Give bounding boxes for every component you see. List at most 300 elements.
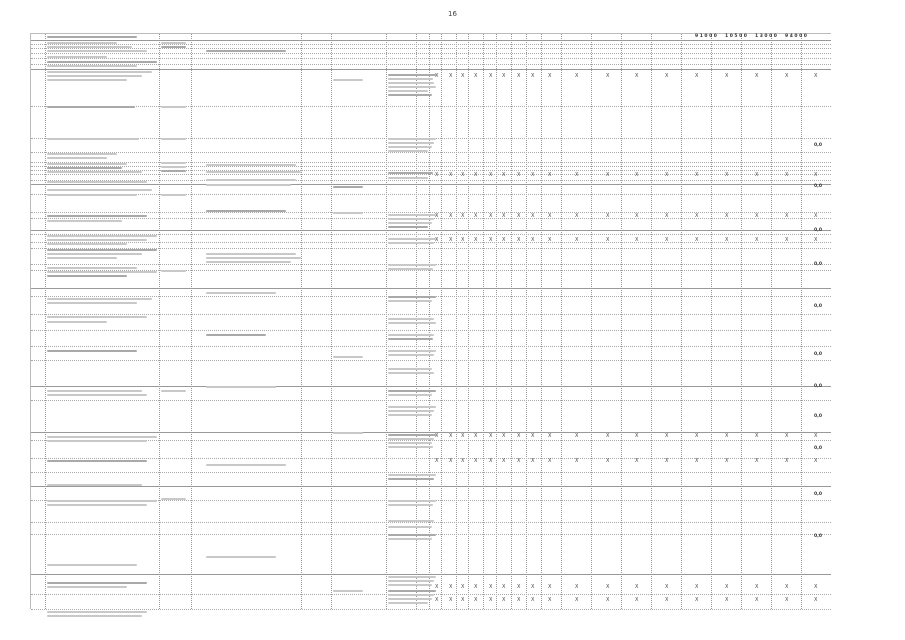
placeholder-mark: Х bbox=[502, 584, 506, 590]
illegible-scan-text bbox=[388, 538, 432, 540]
placeholder-mark: Х bbox=[814, 597, 818, 603]
placeholder-mark: Х bbox=[489, 237, 493, 243]
illegible-scan-text bbox=[161, 170, 186, 172]
table-row-divider bbox=[31, 64, 831, 65]
illegible-scan-text bbox=[206, 257, 301, 259]
placeholder-mark: Х bbox=[695, 73, 699, 79]
placeholder-mark: Х bbox=[575, 584, 579, 590]
placeholder-mark: Х bbox=[461, 213, 465, 219]
placeholder-mark: Х bbox=[635, 73, 639, 79]
zero-value: 0,0 bbox=[814, 184, 822, 189]
placeholder-mark: Х bbox=[695, 597, 699, 603]
illegible-scan-text bbox=[47, 257, 117, 259]
placeholder-mark: Х bbox=[606, 433, 610, 439]
placeholder-mark: Х bbox=[531, 433, 535, 439]
placeholder-mark: Х bbox=[695, 584, 699, 590]
table-row-divider bbox=[31, 386, 831, 387]
table-row-divider bbox=[31, 486, 831, 487]
placeholder-mark: Х bbox=[449, 237, 453, 243]
placeholder-mark: Х bbox=[785, 433, 789, 439]
placeholder-mark: Х bbox=[435, 433, 439, 439]
placeholder-mark: Х bbox=[635, 172, 639, 178]
illegible-scan-text bbox=[206, 261, 291, 263]
illegible-scan-text bbox=[47, 153, 117, 155]
illegible-scan-text bbox=[47, 275, 127, 277]
placeholder-mark: Х bbox=[725, 458, 729, 464]
placeholder-mark: Х bbox=[461, 73, 465, 79]
zero-value: 0,0 bbox=[814, 352, 822, 357]
placeholder-mark: Х bbox=[665, 458, 669, 464]
placeholder-mark: Х bbox=[575, 458, 579, 464]
illegible-scan-text bbox=[388, 218, 434, 220]
illegible-scan-text bbox=[161, 498, 186, 500]
placeholder-mark: Х bbox=[814, 237, 818, 243]
illegible-scan-text bbox=[47, 171, 142, 173]
illegible-scan-text bbox=[333, 186, 363, 188]
placeholder-mark: Х bbox=[435, 237, 439, 243]
placeholder-mark: Х bbox=[548, 213, 552, 219]
illegible-scan-text bbox=[388, 300, 432, 302]
illegible-scan-text bbox=[47, 316, 147, 318]
placeholder-mark: Х bbox=[474, 584, 478, 590]
illegible-scan-text bbox=[388, 222, 432, 224]
placeholder-mark: Х bbox=[517, 597, 521, 603]
illegible-scan-text bbox=[388, 598, 432, 600]
placeholder-mark: Х bbox=[502, 597, 506, 603]
placeholder-mark: Х bbox=[489, 172, 493, 178]
illegible-scan-text bbox=[47, 61, 157, 63]
illegible-scan-text bbox=[388, 214, 436, 216]
table-row-divider bbox=[31, 48, 831, 49]
illegible-scan-text bbox=[388, 142, 434, 144]
placeholder-mark: Х bbox=[575, 172, 579, 178]
illegible-scan-text bbox=[388, 146, 432, 148]
illegible-scan-text bbox=[206, 210, 286, 212]
placeholder-mark: Х bbox=[814, 73, 818, 79]
placeholder-mark: Х bbox=[575, 597, 579, 603]
table-row-divider bbox=[31, 166, 831, 167]
illegible-scan-text bbox=[388, 576, 436, 578]
illegible-scan-text bbox=[388, 238, 436, 240]
table-row-divider bbox=[31, 58, 831, 59]
header-total-value: 1 3 0 0 0 bbox=[755, 34, 777, 39]
illegible-scan-text bbox=[388, 226, 428, 228]
placeholder-mark: Х bbox=[725, 213, 729, 219]
placeholder-mark: Х bbox=[548, 73, 552, 79]
illegible-scan-text bbox=[388, 86, 436, 88]
illegible-scan-text bbox=[388, 264, 436, 266]
placeholder-mark: Х bbox=[449, 73, 453, 79]
illegible-scan-text bbox=[388, 350, 436, 352]
placeholder-mark: Х bbox=[755, 73, 759, 79]
placeholder-mark: Х bbox=[725, 237, 729, 243]
illegible-scan-text bbox=[388, 602, 428, 604]
placeholder-mark: Х bbox=[606, 73, 610, 79]
illegible-scan-text bbox=[333, 79, 363, 81]
illegible-scan-text bbox=[47, 157, 107, 159]
illegible-scan-text bbox=[47, 500, 157, 502]
header-total-value: 1 0 5 0 0 bbox=[725, 34, 747, 39]
placeholder-mark: Х bbox=[785, 584, 789, 590]
placeholder-mark: Х bbox=[814, 213, 818, 219]
illegible-scan-text bbox=[47, 436, 157, 438]
zero-value: 0,0 bbox=[814, 446, 822, 451]
table-row-divider bbox=[31, 458, 831, 459]
placeholder-mark: Х bbox=[517, 73, 521, 79]
illegible-scan-text bbox=[161, 270, 186, 272]
placeholder-mark: Х bbox=[575, 73, 579, 79]
placeholder-mark: Х bbox=[814, 172, 818, 178]
illegible-scan-text bbox=[47, 71, 152, 73]
illegible-scan-text bbox=[47, 189, 152, 191]
table-row-divider bbox=[31, 472, 831, 473]
illegible-scan-text bbox=[47, 350, 137, 352]
placeholder-mark: Х bbox=[665, 433, 669, 439]
illegible-scan-text bbox=[47, 75, 142, 77]
placeholder-mark: Х bbox=[785, 458, 789, 464]
illegible-scan-text bbox=[388, 434, 436, 436]
illegible-scan-text bbox=[161, 390, 186, 392]
placeholder-mark: Х bbox=[725, 73, 729, 79]
illegible-scan-text bbox=[47, 394, 147, 396]
placeholder-mark: Х bbox=[755, 458, 759, 464]
table-row-divider bbox=[31, 330, 831, 331]
placeholder-mark: Х bbox=[489, 584, 493, 590]
placeholder-mark: Х bbox=[665, 237, 669, 243]
placeholder-mark: Х bbox=[665, 73, 669, 79]
illegible-scan-text bbox=[388, 90, 428, 92]
placeholder-mark: Х bbox=[785, 237, 789, 243]
table-row-divider bbox=[31, 609, 831, 610]
placeholder-mark: Х bbox=[785, 73, 789, 79]
illegible-scan-text bbox=[388, 172, 433, 174]
illegible-scan-text bbox=[388, 354, 434, 356]
placeholder-mark: Х bbox=[606, 213, 610, 219]
table-row-divider bbox=[31, 180, 831, 181]
placeholder-mark: Х bbox=[474, 237, 478, 243]
placeholder-mark: Х bbox=[517, 237, 521, 243]
placeholder-mark: Х bbox=[575, 433, 579, 439]
table-row-divider bbox=[31, 44, 831, 45]
table-row-divider bbox=[31, 162, 831, 163]
placeholder-mark: Х bbox=[695, 237, 699, 243]
illegible-scan-text bbox=[47, 460, 147, 462]
illegible-scan-text bbox=[206, 292, 276, 294]
illegible-scan-text bbox=[47, 504, 147, 506]
illegible-scan-text bbox=[206, 386, 276, 388]
illegible-scan-text bbox=[388, 318, 434, 320]
placeholder-mark: Х bbox=[755, 213, 759, 219]
placeholder-mark: Х bbox=[725, 433, 729, 439]
placeholder-mark: Х bbox=[461, 433, 465, 439]
table-row-divider bbox=[31, 360, 831, 361]
illegible-scan-text bbox=[206, 556, 276, 558]
illegible-scan-text bbox=[388, 74, 436, 76]
illegible-scan-text bbox=[388, 584, 432, 586]
placeholder-mark: Х bbox=[449, 597, 453, 603]
table-row-divider bbox=[31, 574, 831, 575]
illegible-scan-text bbox=[206, 253, 296, 255]
illegible-scan-text bbox=[388, 338, 433, 340]
illegible-scan-text bbox=[47, 235, 157, 237]
placeholder-mark: Х bbox=[755, 172, 759, 178]
illegible-scan-text bbox=[47, 253, 142, 255]
zero-value: 0,0 bbox=[814, 143, 822, 148]
illegible-scan-text bbox=[333, 432, 363, 434]
placeholder-mark: Х bbox=[474, 73, 478, 79]
placeholder-mark: Х bbox=[489, 597, 493, 603]
placeholder-mark: Х bbox=[502, 433, 506, 439]
placeholder-mark: Х bbox=[635, 433, 639, 439]
table-row-divider bbox=[31, 184, 831, 185]
placeholder-mark: Х bbox=[461, 172, 465, 178]
illegible-scan-text bbox=[47, 65, 137, 67]
illegible-scan-text bbox=[388, 414, 432, 416]
illegible-scan-text bbox=[388, 442, 432, 444]
placeholder-mark: Х bbox=[474, 433, 478, 439]
placeholder-mark: Х bbox=[461, 237, 465, 243]
illegible-scan-text bbox=[388, 390, 436, 392]
placeholder-mark: Х bbox=[517, 433, 521, 439]
illegible-scan-text bbox=[47, 249, 157, 251]
placeholder-mark: Х bbox=[755, 597, 759, 603]
zero-value: 0,0 bbox=[814, 262, 822, 267]
zero-value: 0,0 bbox=[814, 492, 822, 497]
placeholder-mark: Х bbox=[635, 458, 639, 464]
table-row-divider bbox=[31, 522, 831, 523]
illegible-scan-text bbox=[47, 138, 139, 140]
placeholder-mark: Х bbox=[548, 172, 552, 178]
illegible-scan-text bbox=[161, 46, 186, 48]
placeholder-mark: Х bbox=[449, 172, 453, 178]
placeholder-mark: Х bbox=[531, 584, 535, 590]
placeholder-mark: Х bbox=[548, 458, 552, 464]
illegible-scan-text bbox=[47, 271, 157, 273]
illegible-scan-text bbox=[47, 564, 137, 566]
placeholder-mark: Х bbox=[502, 213, 506, 219]
table-row-divider bbox=[31, 152, 831, 153]
placeholder-mark: Х bbox=[531, 597, 535, 603]
placeholder-mark: Х bbox=[695, 458, 699, 464]
placeholder-mark: Х bbox=[517, 458, 521, 464]
placeholder-mark: Х bbox=[606, 458, 610, 464]
table-row-divider bbox=[31, 346, 831, 347]
placeholder-mark: Х bbox=[461, 458, 465, 464]
illegible-scan-text bbox=[388, 410, 434, 412]
illegible-scan-text bbox=[47, 215, 147, 217]
placeholder-mark: Х bbox=[665, 584, 669, 590]
placeholder-mark: Х bbox=[725, 172, 729, 178]
placeholder-mark: Х bbox=[449, 213, 453, 219]
illegible-scan-text bbox=[206, 179, 296, 181]
table-row-divider bbox=[31, 212, 831, 213]
placeholder-mark: Х bbox=[548, 433, 552, 439]
illegible-scan-text bbox=[47, 181, 147, 183]
illegible-scan-text bbox=[388, 150, 428, 152]
placeholder-mark: Х bbox=[435, 597, 439, 603]
indicator-table bbox=[30, 33, 831, 609]
placeholder-mark: Х bbox=[814, 584, 818, 590]
illegible-scan-text bbox=[388, 242, 434, 244]
placeholder-mark: Х bbox=[489, 213, 493, 219]
placeholder-mark: Х bbox=[755, 433, 759, 439]
placeholder-mark: Х bbox=[814, 433, 818, 439]
placeholder-mark: Х bbox=[531, 213, 535, 219]
illegible-scan-text bbox=[388, 438, 434, 440]
illegible-scan-text bbox=[388, 520, 434, 522]
illegible-scan-text bbox=[161, 162, 186, 164]
illegible-scan-text bbox=[388, 177, 428, 179]
placeholder-mark: Х bbox=[695, 172, 699, 178]
placeholder-mark: Х bbox=[785, 172, 789, 178]
illegible-scan-text bbox=[388, 94, 432, 96]
placeholder-mark: Х bbox=[474, 597, 478, 603]
placeholder-mark: Х bbox=[449, 458, 453, 464]
placeholder-mark: Х bbox=[531, 172, 535, 178]
illegible-scan-text bbox=[161, 166, 186, 168]
table-row-divider bbox=[31, 400, 831, 401]
illegible-scan-text bbox=[206, 184, 291, 186]
placeholder-mark: Х bbox=[665, 172, 669, 178]
placeholder-mark: Х bbox=[548, 597, 552, 603]
illegible-scan-text bbox=[47, 267, 137, 269]
placeholder-mark: Х bbox=[489, 73, 493, 79]
illegible-scan-text bbox=[388, 368, 432, 370]
placeholder-mark: Х bbox=[489, 458, 493, 464]
illegible-scan-text bbox=[388, 82, 434, 84]
placeholder-mark: Х bbox=[635, 237, 639, 243]
illegible-scan-text bbox=[47, 106, 135, 108]
illegible-scan-text bbox=[47, 484, 142, 486]
placeholder-mark: Х bbox=[531, 237, 535, 243]
illegible-scan-text bbox=[388, 474, 436, 476]
illegible-scan-text bbox=[47, 220, 122, 222]
illegible-scan-text bbox=[161, 106, 186, 108]
illegible-scan-text bbox=[47, 239, 147, 241]
illegible-scan-text bbox=[47, 167, 122, 169]
placeholder-mark: Х bbox=[502, 458, 506, 464]
illegible-scan-text bbox=[388, 322, 436, 324]
illegible-scan-text bbox=[47, 36, 137, 38]
table-row-divider bbox=[31, 440, 831, 441]
placeholder-mark: Х bbox=[474, 213, 478, 219]
illegible-scan-text bbox=[388, 534, 436, 536]
header-total-value: 9 4 0 0 0 bbox=[785, 34, 807, 39]
illegible-scan-text bbox=[47, 615, 142, 617]
illegible-scan-text bbox=[47, 42, 117, 44]
illegible-scan-text bbox=[161, 194, 186, 196]
table-row-divider bbox=[31, 40, 831, 41]
placeholder-mark: Х bbox=[489, 433, 493, 439]
page-number: 16 bbox=[448, 10, 457, 18]
zero-value: 0,0 bbox=[814, 414, 822, 419]
illegible-scan-text bbox=[47, 50, 147, 52]
placeholder-mark: Х bbox=[548, 237, 552, 243]
illegible-scan-text bbox=[47, 298, 152, 300]
illegible-scan-text bbox=[388, 78, 433, 80]
placeholder-mark: Х bbox=[474, 172, 478, 178]
placeholder-mark: Х bbox=[517, 213, 521, 219]
illegible-scan-text bbox=[388, 394, 432, 396]
placeholder-mark: Х bbox=[665, 597, 669, 603]
table-row-divider bbox=[31, 174, 831, 175]
placeholder-mark: Х bbox=[435, 458, 439, 464]
illegible-scan-text bbox=[388, 138, 436, 140]
placeholder-mark: Х bbox=[785, 213, 789, 219]
placeholder-mark: Х bbox=[461, 597, 465, 603]
placeholder-mark: Х bbox=[531, 458, 535, 464]
illegible-scan-text bbox=[333, 212, 363, 214]
placeholder-mark: Х bbox=[725, 584, 729, 590]
table-row-divider bbox=[31, 194, 831, 195]
illegible-scan-text bbox=[388, 372, 434, 374]
illegible-scan-text bbox=[388, 296, 436, 298]
zero-value: 0,0 bbox=[814, 304, 822, 309]
placeholder-mark: Х bbox=[575, 213, 579, 219]
illegible-scan-text bbox=[388, 446, 433, 448]
table-row-divider bbox=[31, 230, 831, 231]
placeholder-mark: Х bbox=[665, 213, 669, 219]
placeholder-mark: Х bbox=[755, 237, 759, 243]
illegible-scan-text bbox=[47, 56, 107, 58]
table-row-divider bbox=[31, 69, 831, 70]
zero-value: 0,0 bbox=[814, 384, 822, 389]
illegible-scan-text bbox=[388, 594, 434, 596]
placeholder-mark: Х bbox=[755, 584, 759, 590]
placeholder-mark: Х bbox=[517, 172, 521, 178]
placeholder-mark: Х bbox=[435, 213, 439, 219]
placeholder-mark: Х bbox=[502, 172, 506, 178]
table-row-divider bbox=[31, 314, 831, 315]
placeholder-mark: Х bbox=[435, 73, 439, 79]
placeholder-mark: Х bbox=[531, 73, 535, 79]
placeholder-mark: Х bbox=[461, 584, 465, 590]
placeholder-mark: Х bbox=[606, 597, 610, 603]
illegible-scan-text bbox=[388, 526, 432, 528]
zero-value: 0,0 bbox=[814, 228, 822, 233]
illegible-scan-text bbox=[206, 171, 301, 173]
placeholder-mark: Х bbox=[435, 584, 439, 590]
placeholder-mark: Х bbox=[449, 433, 453, 439]
placeholder-mark: Х bbox=[606, 584, 610, 590]
placeholder-mark: Х bbox=[695, 213, 699, 219]
header-total-value: 9 1 0 0 0 bbox=[695, 34, 717, 39]
zero-value: 0,0 bbox=[814, 534, 822, 539]
illegible-scan-text bbox=[388, 406, 436, 408]
illegible-scan-text bbox=[161, 138, 186, 140]
illegible-scan-text bbox=[388, 590, 436, 592]
placeholder-mark: Х bbox=[449, 584, 453, 590]
placeholder-mark: Х bbox=[725, 597, 729, 603]
table-row-divider bbox=[31, 288, 831, 289]
placeholder-mark: Х bbox=[548, 584, 552, 590]
illegible-scan-text bbox=[206, 464, 286, 466]
placeholder-mark: Х bbox=[635, 584, 639, 590]
table-row-divider bbox=[31, 432, 831, 433]
placeholder-mark: Х bbox=[814, 458, 818, 464]
illegible-scan-text bbox=[388, 500, 436, 502]
illegible-scan-text bbox=[388, 478, 434, 480]
placeholder-mark: Х bbox=[435, 172, 439, 178]
table-row-divider bbox=[31, 170, 831, 171]
illegible-scan-text bbox=[388, 268, 433, 270]
illegible-scan-text bbox=[47, 243, 127, 245]
illegible-scan-text bbox=[47, 79, 127, 81]
illegible-scan-text bbox=[206, 334, 266, 336]
illegible-scan-text bbox=[206, 50, 286, 52]
placeholder-mark: Х bbox=[606, 172, 610, 178]
placeholder-mark: Х bbox=[606, 237, 610, 243]
